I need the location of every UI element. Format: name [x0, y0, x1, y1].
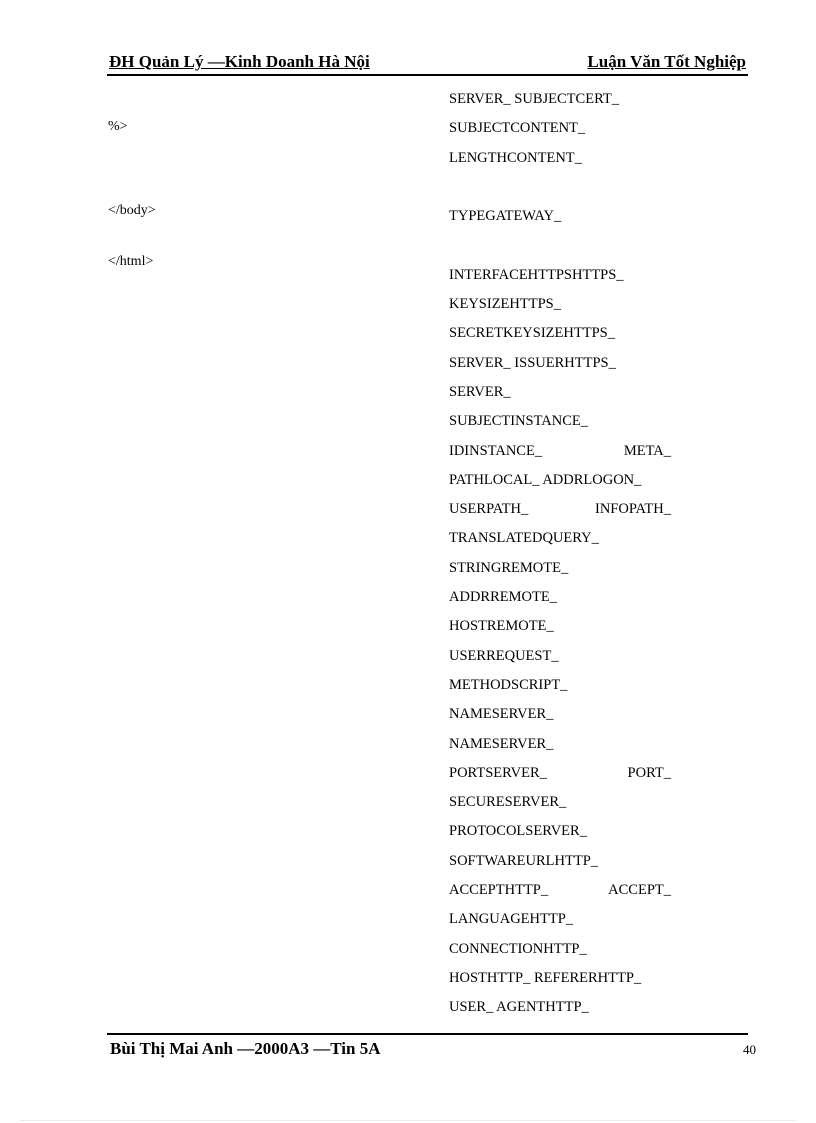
variable-line — [449, 322, 671, 351]
code-line: %> — [108, 119, 128, 134]
variable-name: LANGUAGEHTTP_ — [449, 911, 574, 928]
variable-name: CONNECTIONHTTP_ — [449, 940, 587, 957]
variable-name: SUBJECTINSTANCE_ — [449, 413, 589, 430]
variable-line — [449, 205, 671, 234]
variable-name: TYPEGATEWAY_ — [449, 208, 562, 225]
variable-line — [449, 88, 671, 117]
page-header — [107, 52, 748, 76]
footer-rule — [107, 1033, 748, 1035]
variable-name: NAMESERVER_ — [449, 735, 554, 752]
variable-line — [449, 996, 671, 1025]
variable-name: SERVER_ SUBJECTCERT_ — [449, 91, 619, 107]
variable-name: SECRETKEYSIZEHTTPS_ — [449, 325, 615, 342]
variable-name: USERREQUEST_ — [449, 647, 559, 664]
variable-name: HOSTREMOTE_ — [449, 618, 554, 635]
variable-line — [449, 938, 671, 967]
variable-name: PROTOCOLSERVER_ — [449, 823, 587, 840]
variable-name: INFOPATH_ — [594, 501, 671, 518]
variable-line — [449, 645, 671, 674]
variable-line — [449, 615, 671, 644]
variable-name: INTERFACEHTTPSHTTPS_ — [449, 266, 624, 283]
variable-name: SERVER_ ISSUERHTTPS_ — [449, 354, 616, 371]
server-variables-column — [449, 88, 671, 1026]
variable-line — [449, 147, 671, 176]
variable-line — [449, 410, 671, 439]
variable-name: KEYSIZEHTTPS_ — [449, 296, 561, 313]
variable-name: IDINSTANCE_ — [449, 442, 543, 459]
variable-line — [449, 879, 671, 908]
variable-name: PORT_ — [627, 764, 671, 781]
page-edge — [20, 1120, 796, 1121]
variable-name: SUBJECTCONTENT_ — [449, 120, 586, 137]
variable-name: STRINGREMOTE_ — [449, 559, 569, 576]
variable-name: HOSTHTTP_ REFERERHTTP_ — [449, 969, 642, 986]
variable-line — [449, 293, 671, 322]
variable-line — [449, 498, 671, 527]
variable-line — [449, 967, 671, 996]
variable-name: TRANSLATEDQUERY_ — [449, 530, 599, 547]
variable-name: LENGTHCONTENT_ — [449, 149, 582, 166]
variable-name: USER_ AGENTHTTP_ — [449, 999, 589, 1016]
variable-line — [449, 850, 671, 879]
variable-line — [449, 820, 671, 849]
variable-line — [449, 117, 671, 146]
variable-line — [449, 469, 671, 498]
header-university: ĐH Quản Lý —Kinh Doanh Hà Nội — [109, 52, 370, 71]
variable-line — [449, 908, 671, 937]
variable-line — [449, 557, 671, 586]
variable-name: ADDRREMOTE_ — [449, 589, 557, 606]
variable-line — [449, 733, 671, 762]
variable-line — [449, 586, 671, 615]
header-thesis-title: Luận Văn Tốt Nghiệp — [587, 52, 746, 71]
variable-name: SECURESERVER_ — [449, 794, 567, 811]
variable-line — [449, 527, 671, 556]
code-line: </body> — [108, 203, 156, 218]
variable-name: ACCEPT_ — [608, 882, 671, 899]
variable-line — [449, 674, 671, 703]
variable-name: ACCEPTHTTP_ — [449, 882, 549, 899]
variable-line — [449, 234, 671, 263]
variable-name: SOFTWAREURLHTTP_ — [449, 852, 599, 869]
variable-name: METHODSCRIPT_ — [449, 676, 568, 693]
variable-line — [449, 176, 671, 205]
variable-name: PORTSERVER_ — [449, 764, 547, 781]
variable-name: META_ — [623, 442, 671, 459]
variable-name: NAMESERVER_ — [449, 706, 554, 723]
footer-author: Bùi Thị Mai Anh —2000A3 —Tin 5A — [110, 1039, 381, 1058]
variable-line — [449, 264, 671, 293]
variable-name: SERVER_ — [449, 383, 511, 400]
page-number: 40 — [743, 1042, 756, 1057]
variable-name: USERPATH_ — [449, 501, 529, 518]
variable-line — [449, 791, 671, 820]
variable-line — [449, 440, 671, 469]
variable-line — [449, 762, 671, 791]
variable-line — [449, 703, 671, 732]
code-line: </html> — [108, 254, 154, 269]
variable-name: PATHLOCAL_ ADDRLOGON_ — [449, 471, 642, 488]
variable-line — [449, 381, 671, 410]
variable-line — [449, 352, 671, 381]
